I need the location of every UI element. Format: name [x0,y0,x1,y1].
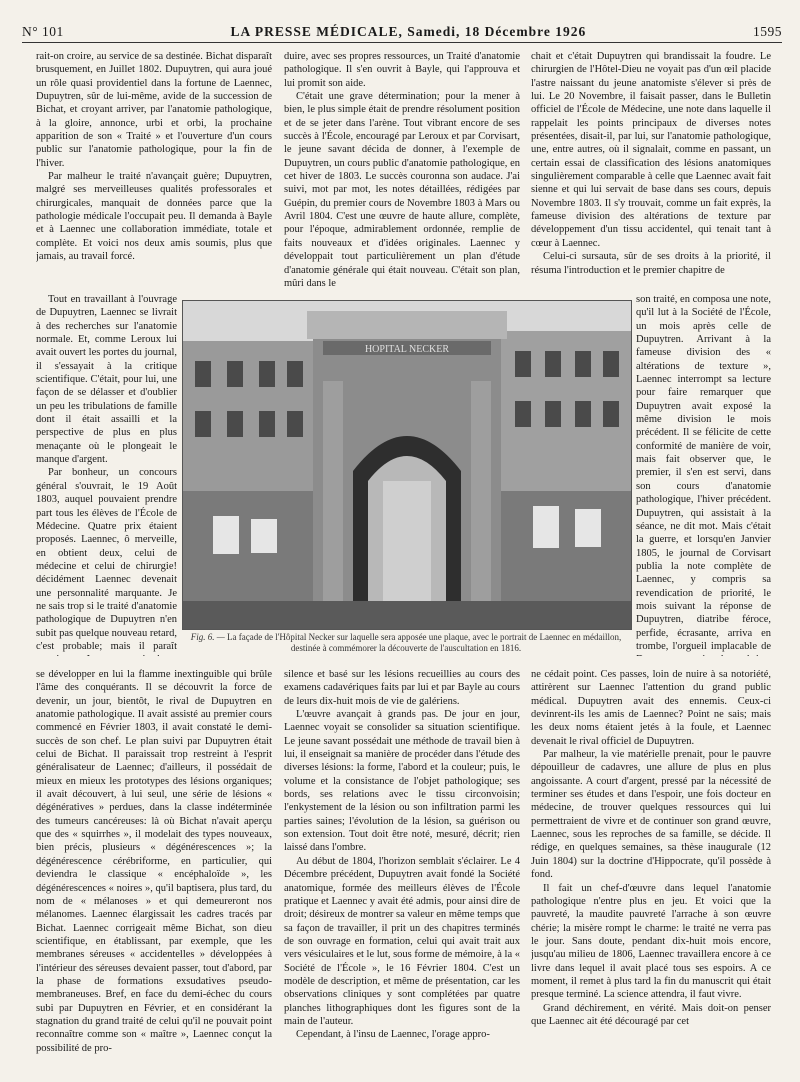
figure-caption-text: La façade de l'Hôpital Necker sur laquelle sera apposée une plaque, avec le portrait de Laennec en médaillon, destinée à commémorer la découverte de l'auscultation en 1816. [227,632,622,653]
column-3-top [531,50,771,293]
paragraph: C'était une grave détermination; pour la mener à bien, le plus simple était de prendre résolument position et de se jeter dans l'arène. Tout vibrant encore de ses succès à l'École, encouragé par Leroux et par Corvisart, le jeune savant décida de donner, à l'exemple de Dupuytren, un cours public d'anatomie pathologique, en cet hiver de 1803. Le succès couronna son audace. J'ai suivi, mot par mot, les notes détaillées, rédigées par Guépin, du premier cours de Novembre 1803 à Mars ou Avril 1804. C'est une œuvre de haute allure, complète, pour l'époque, admirablement ordonnée, remplie de faits nouveaux et d'idées originales. Laennec y développait tout particulièrement un plan d'étude d'anatomie générale qui était nouveau. C'était son plan, mûri dans le [284,91,520,289]
paragraph: son traité, en composa une note, qu'il lut à la Société de l'École, un mois après celle de Dupuytren. Arrivant à la fameuse division des « altérations de texture », Laennec interrompt sa lecture pour faire remarquer que Dupuytren avait exposé la même division le mois précédent. Il se félicite de cette conformité de manière de voir, mais fait observer que, le premier, il s'en est servi, dans son cours d'anatomie pathologique, l'hiver précédent. Dupuytren, qui assistait à la séance, ne dit mot. Mais c'était la guerre, et lorsqu'en Janvier 1805, le journal de Corvisart publia la note complète de Laennec, y compris sa revendication de priorité, le mois suivant la réponse de Dupuytren, diatribe féroce, perfide, écrasante, arriva en trombe, l'orgueil implacable de [636,294,771,652]
column-3-bottom [531,668,771,1068]
column-2-top [284,50,520,293]
paragraph: rait-on croire, au service de sa destinée. Bichat disparaît brusquement, en Juillet 1802. Dupuytren, qui aura joué un rôle quasi providentiel dans la fortune de Laennec, Dupuytren, sûr de lui-même, avide de la succession de Bichat, et croyant arriver, par l'anatomie pathologique, à la gloire, annonce, urbi et orbi, la prochaine apparition de son « Traité » et l'ouverture d'un cours public sur l'anatomie pathologique, pour la fin de l'hiver. [36,51,272,169]
paragraph: Il fait un chef-d'œuvre dans lequel l'anatomie pathologique n'entre plus en jeu. Et voici que la pauvreté, la maudite pauvreté l'arrache à son œuvre chérie; la misère rompt le charme: le traité ne verra pas le jour. Sans doute, pendant dix-huit mois encore, jusqu'au milieu de 1806, Laennec travaillera encore à ce livre dans lequel il avait placé tous ses espoirs. A ce moment, il remet à plus tard la fin du manuscrit qui était presque terminé. La science attendra, il faut vivre. [531,882,771,1001]
paragraph: Grand déchirement, en vérité. Mais doit-on penser que Laennec ait été découragé par cet [531,1002,771,1027]
paragraph: L'œuvre avançait à grands pas. De jour en jour, Laennec voyait se consolider sa situation scientifique. Le jeune savant possédait une méthode de travail bien à lui, il enseignait sa manière de procéder dans l'étude des diverses lésions: la forme, l'abord et la couleur; puis, le volume et la consistance de l'objet pathologique; ses bords, ses relations avec le tissu circonvoisin; l'enkystement de la lésion ou son infiltration parmi les parties saines; l'évolution de la lésion, sa guérison ou son extension. Tout doit être noté, mesuré, décrit; rien laissé dans l'ombre. [284,709,520,854]
paragraph: Celui-ci sursauta, sûr de ses droits à la priorité, il résuma l'introduction et le premier chapitre de [531,251,771,276]
page-header [22,14,782,43]
column-2-bottom [284,668,520,1068]
hospital-facade-photo [182,300,632,630]
paragraph: Tout en travaillant à l'ouvrage de Dupuytren, Laennec se livrait à des recherches sur l'anatomie normale. Et, comme Leroux lui avait ouvert les portes du journal, il s'essayait à la critique scientifique. C'était, pour lui, une façon de se délasser et d'oublier un peu les tribulations de famille dont il était assailli et la perspective de plus en plus menaçante où le plongeait le manque d'argent. [36,294,177,466]
paragraph: chait et c'était Dupuytren qui brandissait la foudre. Le chirurgien de l'Hôtel-Dieu ne voyait pas d'un œil placide l'astre naissant du jeune anatomiste s'élever si près de lui. Le 20 Novembre, il faisait passer, dans le Bulletin officiel de l'École de Médecine, une note dans laquelle il rappelait les points principaux de diverses notes présentées, disait-il, par lui, sur l'anatomie pathologique, une, entre autres, où il signalait, comme en passant, un certain essai de classification des lésions anatomiques singulièrement comparable à celle que Laennec avait fait sienne et qui lui servait de base dans ses cours, depuis Novembre 1803. Il s'y trouvait, comme un fait exprès, la fameuse division des altérations de texture par développement d'un tissu accidentel, qui tenait tant à cœur à Laennec. [531,51,771,249]
column-1-top [36,50,272,293]
figure-label: Fig. 6. — [190,632,225,642]
column-3-beside-figure [636,293,771,656]
column-1-bottom [36,668,272,1068]
paragraph: Au début de 1804, l'horizon semblait s'éclairer. Le 4 Décembre précédent, Dupuytren avait fondé la Société anatomique, formée des meilleurs élèves de l'École pratique et Laennec y avait été admis, pour ainsi dire de droit; désireux de montrer sa valeur en même temps que sa façon de travailler, il prit un des chapitres terminés de son ouvrage en formation, celui qui avait trait aux vers vésiculaires et le lut, sous forme de mémoire, à la « Société de l'École », le 16 Février 1804. C'est un modèle de description, et même de présentation, car les observations cliniques y sont complétées par quatre planches lithographiques dont les figures sont de la main de l'auteur. [284,855,520,1027]
paragraph: se développer en lui la flamme inextinguible qui brûle l'âme des conquérants. Il se découvrit la force de devenir, un jour, bientôt, le rival de Dupuytren en anatomie pathologique. Il avait assisté au premier cours commencé en Février 1803, il avait constaté le demi-succès de son chef. Le plan suivi par Dupuytren était celui de Bichat. Il paraissait trop restreint à l'esprit généralisateur de Laennec; d'ailleurs, il possédait de mieux en mieux les prototypes des lésions organiques; il avait découvert, à lui seul, une série de lésions « dégénératives » perdues, dans la classe indéterminée des tumeurs cancéreuses: là où Bichat n'avait aperçu que des « squirrhes », il modelait des types nouveaux, bien précis, plusieurs « dégénérescences »; la dégénérescence cérébriforme, en particulier, qui deviendra le classique « encéphaloïde », les dégénérescences « noires », qu'il baptisera, plus tard, du nom de « mélanoses » et qui demeureront nos mélanomes. Laennec élargissait les cadres tracés par Bichat. Laennec corrigeait même Bichat, son dieu scientifique, en établissant, par exemple, que les membranes séreuses « accidentelles » développées à l'intérieur des séreuses devaient passer, tout d'abord, par la phase de formations exsudatives pseudo-membraneuses. Bref, en face du demi-échec du cours subi par Dupuytren en Février, et en considérant la stagnation du grand traité de celui qu'il ne pouvait point reconnaître comme son « maître », Laennec conçut la possibilité de pro- [36,669,272,1054]
hospital-sign: HOPITAL NECKER [364,344,450,355]
facade-illustration [183,301,631,629]
figure-caption [182,632,630,654]
paragraph: Par malheur le traité n'avançait guère; Dupuytren, malgré ses merveilleuses qualités professorales et chirurgicales, manquait de données parce que la pathologie médicale l'occupait peu. Il demanda à Bayle et à Laennec une collaboration immédiate, totale et complète. Et voici nos deux amis soumis, plus que jamais, au travail forcé. [36,171,272,263]
column-1-beside-figure [36,293,177,656]
paragraph: silence et basé sur les lésions recueillies au cours des examens cadavériques faits par lui et par Bayle au cours de leurs dix-huit mois de vie de galériens. [284,669,520,707]
issue-number: N° 101 [22,24,64,39]
page-number: 1595 [752,24,782,39]
paragraph: duire, avec ses propres ressources, un Traité d'anatomie pathologique. Il s'en ouvrit à Bayle, qui l'approuva et lui promit son aide. [284,51,520,89]
paragraph: ne cédait point. Ces passes, loin de nuire à sa notoriété, attirèrent sur Laennec l'attention du grand public médical. Dupuytren avait des ennemis. Ceux-ci devinrent-ils les amis de Laennec? Point ne sais; mais les deux noms étaient jetés à la foule, et Laennec devenait le rival officiel de Dupuytren. [531,669,771,747]
paragraph: Cependant, à l'insu de Laennec, l'orage appro- [296,1029,490,1041]
journal-title: LA PRESSE MÉDICALE, Samedi, 18 Décembre 1926 [230,24,587,39]
paragraph: Par bonheur, un concours général s'ouvrait, le 19 Août 1803, auquel pouvaient prendre part tous les élèves de l'École de Médecine. Quatre prix étaient proposés. Laennec, ô merveille, en obtient deux, celui de médecine et celui de chirurgie! décidément Laennec devenait une personnalité marquante. Je ne sais trop si le traité d'anatomie pathologique de Dupuytren n'en subit pas quelque nouveau retard, c'est probable; mais il paraît [36,467,177,652]
paragraph: Par malheur, la vie matérielle prenait, pour le pauvre dépouilleur de cadavres, une allure de plus en plus angoissante. A court d'argent, pressé par la nécessité de terminer ses études et dans l'espoir, une fois docteur en médecine, de trouver quelques ressources qui lui permettraient de vivre et de continuer son grand œuvre, Laennec, sous les reproches de sa famille, se décide. Il rédige, en quelques semaines, sa thèse inaugurale (12 Juin 1804) sur la doctrine d'Hippocrate, qu'il possède à fond. [531,749,771,881]
